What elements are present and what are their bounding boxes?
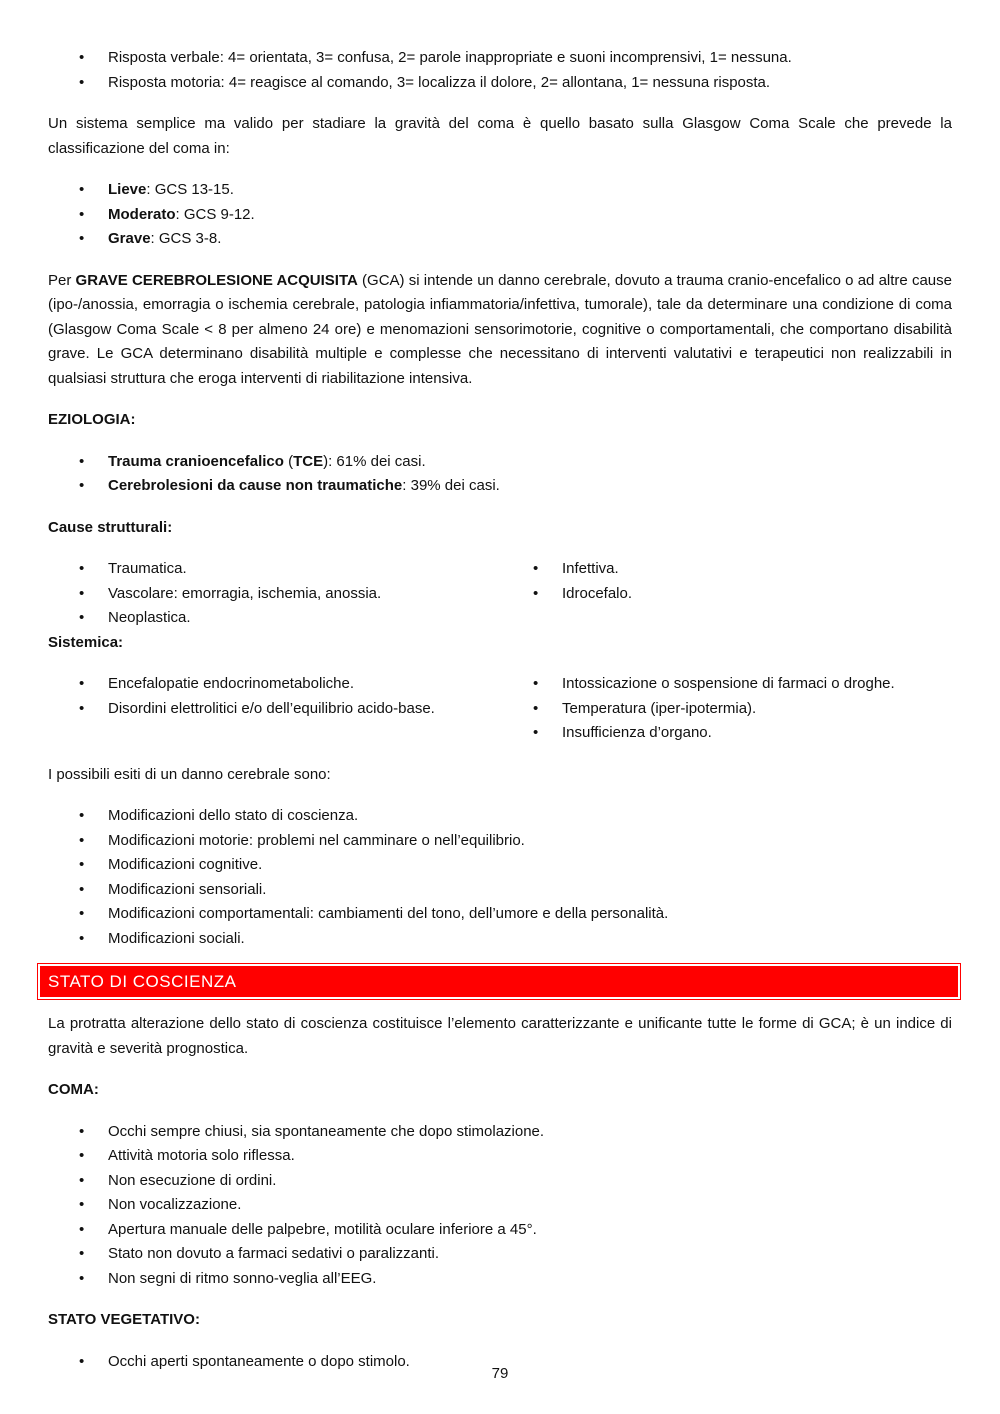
sistemica-columns xyxy=(48,672,952,746)
severity-text: : GCS 13-15. xyxy=(146,181,234,198)
list-item: • Traumatica. xyxy=(48,557,442,582)
list-item xyxy=(48,178,952,203)
list-item: • Insufficienza d’organo. xyxy=(502,721,952,746)
list-item xyxy=(48,450,952,475)
list-item: • Modificazioni sensoriali. xyxy=(48,878,952,903)
sistemica-left xyxy=(48,672,442,746)
list-item: • Risposta motoria: 4= reagisce al comando, 3= localizza il dolore, 2= allontana, 1= nessuna risposta. xyxy=(48,71,952,96)
intro-paragraph: Un sistema semplice ma valido per stadiare la gravità del coma è quello basato sulla Glasgow Coma Scale che prevede la classificazione del coma in: xyxy=(48,115,952,157)
eziologia-text: ): 61% dei casi. xyxy=(323,452,426,470)
list-item: • Stato non dovuto a farmaci sedativi o paralizzanti. xyxy=(48,1242,952,1267)
list-item xyxy=(48,227,952,252)
section-paragraph: La protratta alterazione dello stato di coscienza costituisce l’elemento caratterizzante e unificante tutte le forme di GCA; è un indice di gravità e severità prognostica. xyxy=(48,1015,952,1057)
eziologia-term: Cerebrolesioni da cause non traumatiche xyxy=(108,477,403,494)
list-item: • Infettiva. xyxy=(502,557,952,582)
list-item: • Temperatura (iper-ipotermia). xyxy=(502,697,952,722)
list-item: • Attività motoria solo riflessa. xyxy=(48,1144,952,1169)
sistemica-right xyxy=(502,672,952,746)
list-item: • Occhi sempre chiusi, sia spontaneamente che dopo stimolazione. xyxy=(48,1120,952,1145)
list-item: • Modificazioni sociali. xyxy=(48,927,952,952)
list-item: • Occhi aperti spontaneamente o dopo stimolo. xyxy=(48,1350,952,1375)
cause-strutturali-heading: Cause strutturali: xyxy=(48,518,173,536)
list-item: • Neoplastica. xyxy=(48,606,442,631)
list-item: • Non esecuzione di ordini. xyxy=(48,1169,952,1194)
list-item: • Modificazioni dello stato di coscienza. xyxy=(48,804,952,829)
list-item: • Vascolare: emorragia, ischemia, anossia. xyxy=(48,582,442,607)
list-item: • Intossicazione o sospensione di farmaci o droghe. xyxy=(502,672,952,697)
gcs-scale-list xyxy=(48,46,952,95)
sistemica-heading: Sistemica: xyxy=(48,633,124,651)
cause-strutturali-columns xyxy=(48,557,952,631)
list-item: • Non vocalizzazione. xyxy=(48,1193,952,1218)
section-banner: STATO DI COSCIENZA xyxy=(38,964,960,999)
coma-heading: COMA: xyxy=(48,1081,99,1098)
cause-strutturali-left xyxy=(48,557,442,631)
esiti-intro: I possibili esiti di un danno cerebrale sono: xyxy=(48,765,331,783)
list-item: • Non segni di ritmo sonno-veglia all’EEG. xyxy=(48,1267,952,1292)
severity-label: Moderato xyxy=(108,205,176,223)
page-number: 79 xyxy=(491,1365,509,1382)
severity-text: : GCS 9-12. xyxy=(175,205,255,223)
list-item xyxy=(48,203,952,228)
list-item: • Modificazioni cognitive. xyxy=(48,853,952,878)
list-item: • Modificazioni comportamentali: cambiamenti del tono, dell’umore e della personalità. xyxy=(48,902,952,927)
eziologia-abbr: TCE xyxy=(293,452,324,470)
coma-list xyxy=(48,1120,952,1292)
severity-text: : GCS 3-8. xyxy=(150,230,222,247)
severity-label: Lieve xyxy=(108,181,147,198)
list-item: • Encefalopatie endocrinometaboliche. xyxy=(48,672,442,697)
list-item: • Modificazioni motorie: problemi nel camminare o nell’equilibrio. xyxy=(48,829,952,854)
eziologia-text: : 39% dei casi. xyxy=(402,477,500,494)
severity-label: Grave xyxy=(108,230,151,247)
gca-term: GRAVE CEREBROLESIONE ACQUISITA xyxy=(75,271,358,289)
esiti-list xyxy=(48,804,952,951)
document-page xyxy=(48,46,952,1374)
list-item: • Apertura manuale delle palpebre, motilità oculare inferiore a 45°. xyxy=(48,1218,952,1243)
stato-vegetativo-heading: STATO VEGETATIVO: xyxy=(48,1311,200,1328)
eziologia-sep: ( xyxy=(283,452,294,470)
severity-list xyxy=(48,178,952,252)
eziologia-list xyxy=(48,450,952,499)
list-item: • Disordini elettrolitici e/o dell’equilibrio acido-base. xyxy=(48,697,442,722)
gca-paragraph xyxy=(48,269,952,392)
list-item: • Risposta verbale: 4= orientata, 3= confusa, 2= parole inappropriate e suoni incomprensivi, 1= nessuna. xyxy=(48,46,952,71)
gca-prefix: Per xyxy=(48,271,76,289)
list-item: • Idrocefalo. xyxy=(502,582,952,607)
eziologia-term: Trauma cranioencefalico xyxy=(108,452,284,470)
cause-strutturali-right xyxy=(502,557,952,631)
gca-text: (GCA) si intende un danno cerebrale, dovuto a trauma cranio-encefalico o ad altre cause (ipo-/anossia, emorragia o ischemia cerebrale, patologia infiammatoria/infettiva, tumorale), tale da determinare una condizione di coma (Glasgow Coma Scale < 8 per almeno 24 ore) e menomazioni sensorimotorie, cognitive o comportamentali, che comportano disabilità grave. Le GCA determinano disabilità multiple e complesse che necessitano di interventi valutativi e terapeutici non realizzabili in qualsiasi struttura che eroga interventi di riabilitazione intensiva. xyxy=(48,271,952,387)
list-item xyxy=(48,474,952,499)
eziologia-heading: EZIOLOGIA: xyxy=(48,411,136,428)
